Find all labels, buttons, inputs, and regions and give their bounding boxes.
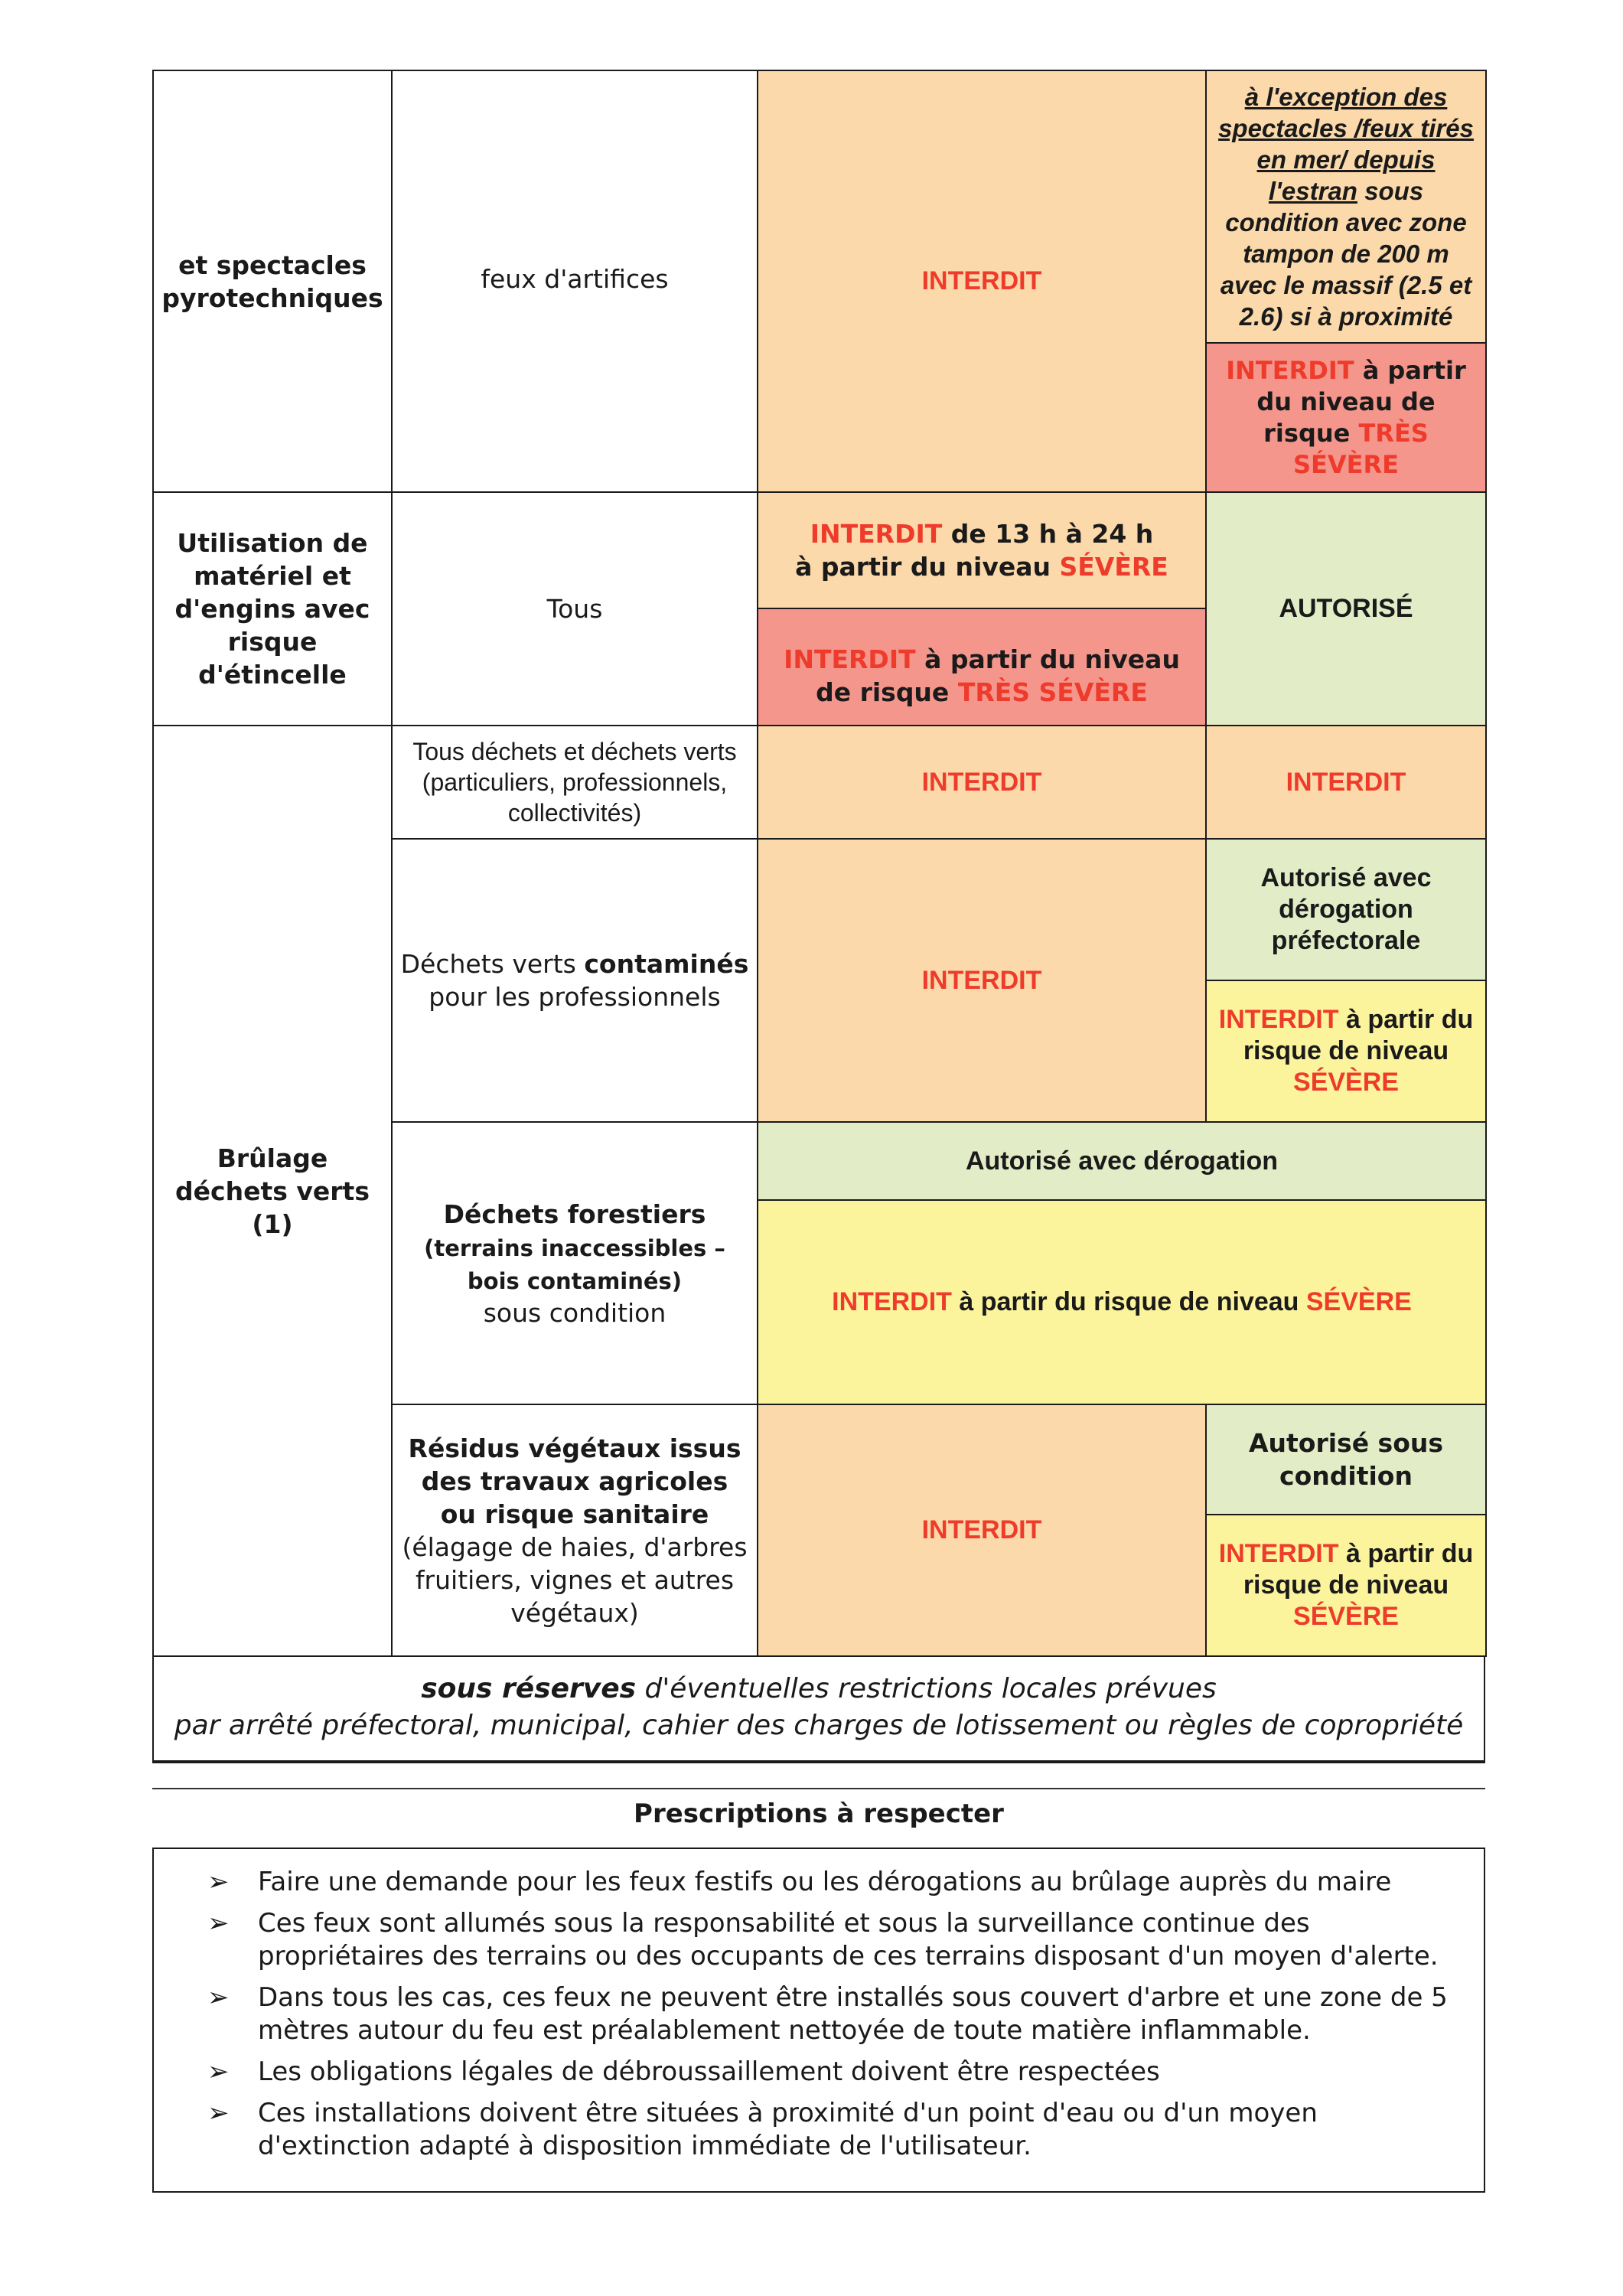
rule-interdit [757,725,1207,840]
footer-line-2: par arrêté préfectoral, municipal, cahier des charges de lotissement ou règles de copropriété [174,1710,1464,1741]
risk-level: SÉVÈRE [1293,1068,1399,1097]
interdit-label: INTERDIT [1226,355,1354,385]
type-part: Déchets verts [400,949,585,979]
type-label: Résidus végétaux issus des travaux agricoles ou risque sanitaire [408,1433,741,1529]
autorise-label: Autorisé sous condition [1248,1428,1444,1491]
rule-condition: à partir du risque de niveau [1243,1005,1474,1065]
prescriptions-box [152,1848,1485,2193]
rule-text [766,643,1198,709]
type-dechets-forestiers [391,1121,758,1405]
type-label: Tous déchets et déchets verts (particuliers, professionnels, collectivités) [412,738,737,827]
interdit-label: INTERDIT [1286,767,1406,797]
rule-text [1214,1004,1478,1098]
rule-condition: à partir du niveau de risque [816,644,1180,707]
category-pyrotechnie [152,70,393,493]
prescriptions-list [207,1866,1468,2163]
rule-exception [1205,70,1487,344]
interdit-label: INTERDIT [921,1515,1042,1544]
type-tous-dechets [391,725,758,840]
rule-hours: de 13 h à 24 h [942,519,1154,549]
type-part: pour les professionnels [429,982,721,1012]
rule-interdit-severe [1205,980,1487,1123]
exception-text [1214,81,1478,332]
rule-interdit-tres-severe [1205,342,1487,493]
rule-interdit [1205,725,1487,840]
arrowhead-bullet-icon: ➢ [207,1982,230,2013]
rule-autorise-derogation [1205,838,1487,981]
autorise-label: Autorisé avec dérogation préfectorale [1260,863,1432,955]
list-item [207,2097,1468,2163]
interdit-label: INTERDIT [921,266,1042,295]
rule-interdit-severe [757,491,1207,609]
item-text: Ces feux sont allumés sous la responsabilité et sous la surveillance continue des propriétaires des terrains ou des occupants de ces terrains disposant d'un moyen d'alerte. [258,1908,1439,1971]
rule-text [795,517,1168,583]
type-dechets-contamines [391,838,758,1123]
rule-autorise-condition [1205,1404,1487,1515]
interdit-label: INTERDIT [1218,1005,1339,1034]
interdit-label: INTERDIT [921,767,1042,797]
rule-autorise-derogation [757,1121,1487,1201]
type-condition: sous condition [483,1297,666,1328]
category-label: Utilisation de matériel et d'engins avec risque d'étincelle [174,528,370,690]
category-label: Brûlage déchets verts (1) [175,1143,370,1239]
type-tous [391,491,758,726]
list-item [207,2056,1468,2089]
type-residus-vegetaux [391,1404,758,1657]
item-text: Dans tous les cas, ces feux ne peuvent être installés sous couvert d'arbre et une zone de 5 mètres autour du feu est préalablement nettoyée de toute matière inflammable. [258,1982,1448,2046]
rule-condition: à partir du niveau [795,552,1060,582]
category-brulage [152,725,393,1657]
type-emphasis: contaminés [584,949,749,979]
type-label [400,1198,749,1296]
rule-interdit [757,1404,1207,1657]
rule-condition: à partir du niveau de risque [1256,355,1466,448]
rule-interdit [757,838,1207,1123]
rule-condition: à partir du risque de niveau [951,1287,1306,1316]
rule-autorise [1205,491,1487,726]
category-label: et spectacles pyrotechniques [161,249,383,313]
type-label: feux d'artifices [481,264,669,294]
table-footer-note [152,1655,1485,1763]
exception-rest: sous condition avec zone tampon de 200 m avec le massif (2.5 et 2.6) si à proximité [1220,177,1472,331]
type-label [400,947,749,1013]
item-text: Ces installations doivent être situées à proximité d'un point d'eau ou d'un moyen d'extinction adapté à disposition immédiate de l'utilisateur. [258,2098,1318,2161]
footer-emphasis: sous réserves [421,1673,637,1704]
risk-level: SÉVÈRE [1059,552,1168,582]
type-detail: (terrains inaccessibles – bois contaminés) [424,1234,725,1294]
arrowhead-bullet-icon: ➢ [207,1867,230,1897]
item-text: Les obligations légales de débroussaillement doivent être respectées [258,2056,1160,2087]
arrowhead-bullet-icon: ➢ [207,2098,230,2128]
arrowhead-bullet-icon: ➢ [207,1908,230,1939]
risk-level: TRÈS SÉVÈRE [1292,418,1429,479]
item-text: Faire une demande pour les feux festifs ou les dérogations au brûlage auprès du maire [258,1867,1392,1897]
rule-interdit-severe [1205,1514,1487,1657]
rule-text [1214,355,1478,481]
category-engins [152,491,393,726]
divider [152,1788,1485,1789]
prescriptions-title: Prescriptions à respecter [634,1799,1004,1829]
list-item [207,1981,1468,2047]
exception-underlined: à l'exception des spectacles /feux tirés en mer/ depuis l'estran [1218,83,1474,205]
type-detail: (élagage de haies, d'arbres fruitiers, vignes et autres végétaux) [402,1531,748,1628]
type-label: Tous [546,594,603,624]
autorise-label: Autorisé avec dérogation [965,1146,1279,1176]
type-emphasis: Déchets forestiers [443,1199,706,1229]
rule-interdit-severe [757,1199,1487,1405]
risk-level: TRÈS SÉVÈRE [957,677,1148,707]
interdit-label: INTERDIT [1218,1539,1339,1568]
risk-level: SÉVÈRE [1293,1602,1399,1631]
rule-interdit [757,70,1207,493]
list-item [207,1907,1468,1973]
arrowhead-bullet-icon: ➢ [207,2056,230,2087]
footer-line-1: d'éventuelles restrictions locales prévues [636,1673,1217,1704]
rule-condition: à partir du risque de niveau [1243,1539,1474,1600]
interdit-label: INTERDIT [810,519,943,549]
type-feux-artifices [391,70,758,493]
interdit-label: INTERDIT [921,965,1042,995]
rule-interdit-tres-severe [757,608,1207,726]
risk-level: SÉVÈRE [1305,1287,1412,1316]
interdit-label: INTERDIT [784,644,916,674]
rule-text [1214,1538,1478,1632]
rule-text [832,1287,1412,1318]
autorise-label: AUTORISÉ [1279,594,1413,623]
list-item [207,1866,1468,1899]
interdit-label: INTERDIT [832,1287,952,1316]
